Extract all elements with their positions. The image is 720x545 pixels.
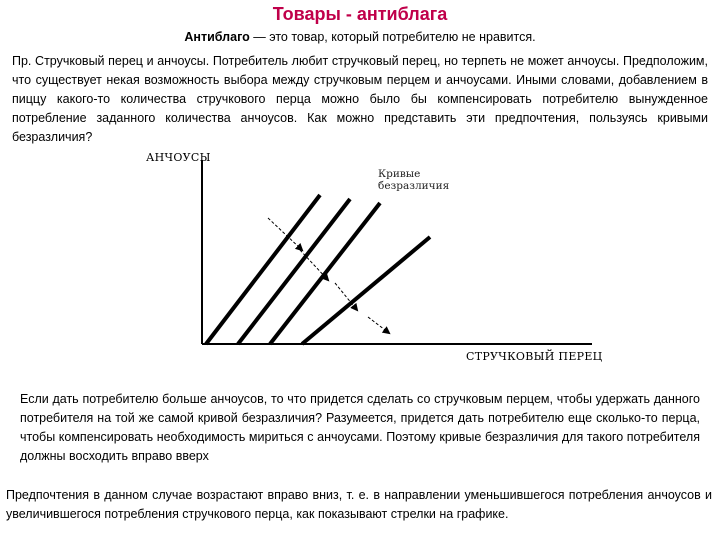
indifference-curve-4 <box>302 237 430 344</box>
definition-term: Антиблаго <box>184 30 250 44</box>
explanation-paragraph: Если дать потребителю больше анчоусов, то что придется сделать со стручковым перцем, чтобы удержать данного потребителя на той же самой кривой безразличия? Разумеется, придется дать потребителю еще сколько-то перца, чтобы компенсировать необходимость мириться с анчоусами. Поэтому кривые безразличия для такого потребителя должны восходить вправо вверх <box>20 392 700 463</box>
definition-text: — это товар, который потребителю не нравится. <box>249 30 536 44</box>
preference-arrow-4 <box>368 317 389 333</box>
example-paragraph: Пр. Стручковый перец и анчоусы. Потребитель любит стручковый перец, но терпеть не может анчоусы. Предположим, что существует некая возможность выбора между стручковым перцем и анчоусами. Иными словами, добавлением в пиццу какого-то количества стручкового перца можно было бы компенсировать потребителю вынужденное потребление заданного количества анчоусов. Как можно представить эти предпочтения, пользуясь кривыми безразличия? <box>12 54 708 144</box>
x-axis-label: СТРУЧКОВЫЙ ПЕРЕЦ <box>466 350 603 363</box>
preference-arrow-1 <box>268 218 302 250</box>
curves-annotation-line2: безразличия <box>378 180 450 192</box>
indifference-curve-3 <box>270 203 380 344</box>
preference-arrow-3 <box>335 283 357 310</box>
indifference-curve-2 <box>238 199 350 344</box>
preference-arrow-2 <box>300 250 328 280</box>
definition <box>0 30 720 44</box>
indifference-curve-1 <box>206 195 320 344</box>
conclusion-paragraph: Предпочтения в данном случае возрастают вправо вниз, т. е. в направлении уменьшившегося потребления анчоусов и увеличившегося потребления стручкового перца, как показывают стрелки на графике. <box>6 488 712 521</box>
y-axis-label: АНЧОУСЫ <box>146 151 211 164</box>
curves-annotation-line1: Кривые <box>378 168 421 180</box>
page-title: Товары - антиблага <box>272 4 448 24</box>
